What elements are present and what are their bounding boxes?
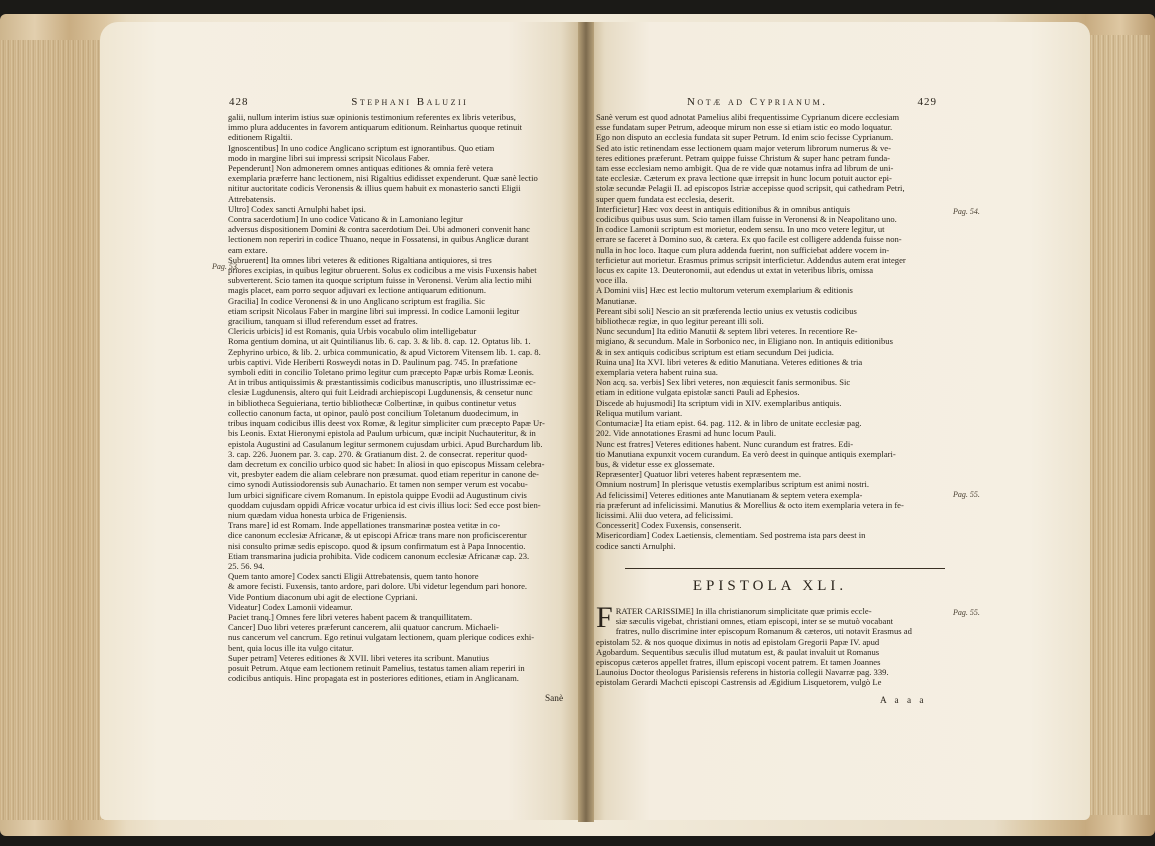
text-line: Concesserit] Codex Fuxensis, consenserit. <box>596 520 742 531</box>
left-catchword: Sanè <box>545 694 564 704</box>
text-line: Gracilia] In codice Veronensi & in uno Anglicano scriptum est fragilia. Sic <box>228 295 486 306</box>
text-line: Omnium nostrum] In plerisque vetustis exemplaribus scriptum est animi nostri. <box>596 479 870 490</box>
text-line: Ego non disputo an ecclesia fundata sit super Petrum. Id enim scio fecisse Cyprianum. <box>596 132 894 143</box>
text-line: & amore fecisti. Fuxensis, tanto ardore, pari dolore. Ubi videtur legendum pari honore. <box>228 581 528 592</box>
text-line: Ultro] Codex sancti Arnulphi habet ipsi. <box>228 203 366 214</box>
text-line: Attrebatensis. <box>228 193 276 204</box>
text-line: subverterent. Scio tamen ita quoque scriptum fuisse in Veronensi. Verùm alia lectio mihi <box>228 275 532 286</box>
text-line: codicibus quibus usus sum. Scio tamen illam fuisse in Veronensi & in Neapolitano uno. <box>596 214 897 225</box>
text-line: Interficietur] Hæc vox deest in antiquis editionibus & in omnibus antiquis <box>596 203 850 214</box>
text-line: RATER CARISSIME] In illa christianorum simplicitate quæ primis eccle- <box>615 606 872 616</box>
text-line: magis placet, eam porro sequor adjuvari ex lectione antiquarum editionum. <box>228 285 486 296</box>
text-line: galii, nullum interim istius suæ opinionis testimonium referentes ex libris veteribus, <box>228 112 516 122</box>
text-line: bent, quia locus ille ita vulgo citatur. <box>228 642 354 653</box>
text-line: episcopus cæteros appellet fratres, illum episcopi vocent patrem. Et tamen Joannes <box>596 657 881 668</box>
text-line: Discede ab hujusmodi] Ita scriptum vidi in XIV. exemplaribus antiquis. <box>596 397 842 408</box>
text-line: editionem Rigaltii. <box>228 132 293 143</box>
text-line: Subruerent] Ita omnes libri veteres & editiones Rigaltiana antiquiores, si tres <box>228 254 492 265</box>
text-line: dam decretum ex concilio urbico quod sic habet: In aliosi in quo episcopus Missam celebra- <box>228 458 545 469</box>
text-line: Ignoscentibus] In uno codice Anglicano scriptum est ignorantibus. Quo etiam <box>228 142 495 153</box>
text-line: etiam scripsit Nicolaus Faber in margine libri sui impressi. In codice Lamonii legitur <box>228 305 520 316</box>
text-line: Videatur] Codex Lamonii videamur. <box>228 601 353 612</box>
right-running-title: Notæ ad Cyprianum. <box>686 96 828 108</box>
text-line: fratres, nullo discrimine inter episcopum Romanum & cæteros, uti notavit Erasmus ad <box>615 626 912 637</box>
text-line: Quem tanto amore] Codex sancti Eligii Attrebatensis, quem tanto honore <box>228 571 479 582</box>
text-line: Roma gentium domina, ut ait Quintilianus lib. 6. cap. 3. & lib. 8. cap. 12. Optatus lib. 1. <box>228 336 531 347</box>
text-line: Repræsenter] Quatuor libri veteres habent repræsentem me. <box>596 469 801 480</box>
text-line: lum urbici significare civem Romanum. In epistola quippe Evodii ad Augustinum civis <box>228 489 527 500</box>
text-line: tio Manutiana expunxit vocem curandum. Ea verò deest in quinque antiquis exemplari- <box>596 448 896 459</box>
text-line: voce illa. <box>596 275 628 286</box>
text-line: exemplaria præferre hanc lectionem, nisi Rigaltius edidisset expenderunt. Quæ sanè lectio <box>228 173 538 184</box>
text-line: Contumaciæ] Ita etiam epist. 64. pag. 112. & in libro de unitate ecclesiæ pag. <box>596 418 862 429</box>
text-line: & in sex antiquis codicibus scriptum est etiam secundum Dei judicia. <box>596 346 834 357</box>
text-line: esse fundatam super Petrum, adeoque mirum non esse si etiam istic eo modo loquatur. <box>596 122 893 133</box>
text-line: clesiæ Lugdunensis, altero qui fuit Leidradi archiepiscopi Lugdunensis, & censetur nunc <box>228 387 533 398</box>
right-margin-note-1: Pag. 54. <box>953 207 980 216</box>
text-line: Agobardum. Sequentibus sæculis illud mutatum est, & paulat invaluit ut Romanus <box>596 646 880 657</box>
text-line: dice canonum ecclesiæ Africanæ, & ut episcopi Africæ trans mare non proficiscerentur <box>228 530 527 541</box>
text-line: Contra sacerdotium] In uno codice Vaticano & in Lamoniano legitur <box>228 214 463 225</box>
right-margin-note-3: Pag. 55. <box>953 608 980 617</box>
text-line: Trans mare] id est Romam. Inde appellationes transmarinæ postea vetitæ in co- <box>228 520 501 531</box>
right-margin-note-2: Pag. 55. <box>953 490 980 499</box>
signature-mark: A a a a <box>880 696 927 706</box>
text-line: symboli editi in concilio Toletano primo legitur cum præcepto Papæ urbis Romæ Leonis. <box>228 367 534 378</box>
text-line: nus cancerum vel cancrum. Ego retinui vulgatam lectionem, quam plerique codices exhi- <box>228 632 535 643</box>
text-line: nititur auctoritate codicis Veronensis & illius quem habuit ex monasterio sancti Eligii <box>228 183 521 194</box>
right-page-number: 429 <box>917 96 937 108</box>
text-line: ria præferunt ad infelicissimi. Manutius & Morellius & octo item exemplaria vetera in fe- <box>596 499 904 510</box>
text-line: locus ex capite 13. Deuteronomii, aut edendus ut extat in veteribus libris, omissa <box>596 265 874 276</box>
text-line: Reliqua mutilum variant. <box>596 407 683 418</box>
text-line: tate ecclesiæ. Cæterum ex prava lectione quæ irrepsit in hunc locum potuit auctor epi- <box>596 173 892 184</box>
text-line: teres editiones præferunt. Petram quippe fuisse Christum & super hanc petram funda- <box>596 152 891 163</box>
text-line: Manutianæ. <box>596 295 637 306</box>
text-line: nulla in hoc loco. Itaque cum plura addenda fuerint, non sufficiebat addere vocem in- <box>596 244 890 255</box>
page-edges-left <box>0 40 105 820</box>
section-rule <box>625 568 945 569</box>
text-line: epistolam 52. & nos quoque diximus in notis ad epistolam Gregorii Papæ IV. apud <box>596 636 880 647</box>
text-line: in bibliotheca Seguieriana, tertio bibliothecæ Colbertinæ, in quibus continetur vetus <box>228 397 517 408</box>
drop-cap: F <box>596 601 613 634</box>
text-line: modo in margine libri sui impressi scripsit Nicolaus Faber. <box>228 152 430 163</box>
text-line: nisi consulto primæ sedis episcopo. quod & ipsum confirmatum est à Papa Innocentio. <box>228 540 526 551</box>
text-line: Ruina una] Ita XVI. libri veteres & editio Manutiana. Veteres editiones & tria <box>596 356 863 367</box>
left-page-number: 428 <box>229 96 249 108</box>
text-line: 3. cap. 226. Juonem par. 3. cap. 270. & Gratianum dist. 2. de consecrat. reperitur quod- <box>228 448 528 459</box>
text-line: gracilium, tanquam si illud referendum esset ad fratres. <box>228 316 418 327</box>
text-line: A Domini viis] Hæc est lectio multorum veterum exemplarium & editionis <box>596 285 853 296</box>
text-line: Clericis urbicis] id est Romanis, quia Urbis vocabulo olim intelligebatur <box>228 326 477 337</box>
right-running-head <box>597 96 937 108</box>
text-line: eam extare. <box>228 244 268 255</box>
text-line: bis Leonis. Extat Hieronymi epistola ad Paulum urbicum, quæ incipit Nuchauteritur, & in <box>228 428 536 439</box>
text-line: vit, presbyter eadem die aliam celebrare non præsumat. quod etiam reperitur in canone de- <box>228 469 539 480</box>
book-gutter <box>578 22 594 822</box>
text-line: quoddam cujusdam oppidi Africæ vocatur urbica id est civis illius loci: Sed ecce post bien- <box>228 499 541 510</box>
epistle-body-lines <box>596 601 941 688</box>
text-line: bus, & videtur esse ex glossemate. <box>596 458 715 469</box>
text-line: lectionem non reperiri in codice Thuano, neque in Fossatensi, in quibus Anglicæ durant <box>228 234 529 245</box>
text-line: Sed ato istic retinendam esse lectionem quam major veterum librorum numerus & ve- <box>596 142 891 153</box>
text-line: urbis captivi. Vide Heriberti Rosweydi notas in D. Paulinum pag. 745. In præfatione <box>228 356 518 367</box>
text-line: stolæ secundæ Pelagii II. ad episcopos Istriæ accepisse quod scripsit, qui cathedram Petri, <box>596 183 905 194</box>
text-line: 202. Vide annotationes Erasmi ad hunc locum Pauli. <box>596 428 776 439</box>
text-line: Pereant sibi soli] Nescio an sit præferenda lectio unius ex vetustis codicibus <box>596 305 857 316</box>
left-margin-note: Pag. 53. <box>212 262 239 271</box>
left-running-head <box>229 96 571 108</box>
epistle-body <box>596 601 941 688</box>
text-line: Sanè verum est quod adnotat Pamelius alibi frequentissime Cyprianum dicere ecclesiam <box>596 112 900 122</box>
text-line: cimo synodi Autissiodorensis sub Aunachario. Et tamen non semper verum est vocabu- <box>228 479 528 490</box>
left-running-title: Stephani Baluzii <box>351 96 469 108</box>
right-page-text <box>596 112 941 551</box>
text-line: tam esse ecclesiam nemo ambigit. Qua de re vide quæ notamus infra ad librum de uni- <box>596 163 894 174</box>
text-line: Vide Pontium diaconum ubi agit de electione Cypriani. <box>228 591 418 602</box>
text-line: In codice Lamonii scriptum est morietur, eodem sensu. In uno mco vetere legitur, ut <box>596 224 885 235</box>
text-line: migiano, & secundum. Male in Sorbonico nec, in Eligiano non. In antiquis editionibus <box>596 336 893 347</box>
text-line: priores excipias, in quibus legitur obruerent. Solus ex codicibus a me visis Fuxensis habet <box>228 265 537 276</box>
text-line: Launoius Doctor theologus Parisiensis referens in historia collegii Navarræ pag. 339. <box>596 667 889 678</box>
text-line: Etiam transmarina judicia prohibita. Vide codicem canonum ecclesiæ Africanæ cap. 23. <box>228 550 530 561</box>
text-line: Misericordiam] Codex Laetiensis, clementiam. Sed postrema ista pars deest in <box>596 530 866 541</box>
text-line: errare se faceret à Domino suo, & cætera. Ex quo facile est colligere addenda fuisse non- <box>596 234 902 245</box>
text-line: immo plura adducentes in favorem antiquarum editionum. Reinhartus quoque retinuit <box>228 122 523 133</box>
page-edges-right <box>1080 35 1150 815</box>
text-line: epistolam Gerardi Machcti episcopi Castrensis ad Ægidium Lisquetorem, vulgò Le <box>596 677 882 688</box>
text-line: Ad felicissimi] Veteres editiones ante Manutianam & septem vetera exempla- <box>596 489 863 500</box>
text-line: Paciet tranq.] Omnes fere libri veteres habent pacem & tranquillitatem. <box>228 611 473 622</box>
left-page-text <box>228 112 570 683</box>
text-line: siæ sæculis vigebat, christiani omnes, etiam episcopi, inter se se mutuò vocabant <box>615 616 894 627</box>
text-line: Pependerunt] Non admonerem omnes antiquas editiones & omnia ferè vetera <box>228 163 494 174</box>
text-line: licissimi. Alii duo vetera, ad felicissimi. <box>596 509 734 520</box>
text-line: Cancer] Duo libri veteres præferunt cancerem, alii quatuor cancrum. Michaeli- <box>228 622 499 633</box>
text-line: Nunc est fratres] Veteres editiones habent. Nunc curandum est fratres. Edi- <box>596 438 854 449</box>
text-line: tribus inquam codicibus illis deest vox Romæ, & legitur simpliciter cum præcepto Papæ Ur- <box>228 418 545 429</box>
text-line: bibliothecæ regiæ, in quo legitur pereant illi soli. <box>596 316 764 327</box>
epistle-title: EPISTOLA XLI. <box>692 578 848 594</box>
text-line: epistola Augustini ad Casulanum legitur sermonem cujusdam urbici. Apud Burchardum lib. <box>228 438 543 449</box>
text-line: Nunc secundum] Ita editio Manutii & septem libri veteres. In recentiore Re- <box>596 326 858 337</box>
text-line: super quem fundata est ecclesia, deserit. <box>596 193 735 204</box>
text-line: codicibus antiquis. Hinc propagata est in posteriores editiones, etiam in Anglicanam. <box>228 673 519 684</box>
text-line: codice sancti Arnulphi. <box>596 540 676 551</box>
text-line: posuit Petrum. Atque eam lectionem retinuit Pamelius, testatus tamen aliam reperiri in <box>228 662 525 673</box>
text-line: At in tribus antiquissimis & præstantissimis codicibus manuscriptis, uno illustrissimæ ec- <box>228 377 536 388</box>
text-line: terficietur aut morietur. Erasmus primus scripsit interficietur. Addendus autem erat integer <box>596 254 906 265</box>
text-line: nium quædam vidua honesta urbica de Frigeniensis. <box>228 509 407 520</box>
text-line: exemplaria vetera habent ruina sua. <box>596 367 718 378</box>
text-line: Super petram] Veteres editiones & XVII. libri veteres ita scribunt. Manutius <box>228 652 489 663</box>
text-line: Non acq. sa. verbis] Sex libri veteres, non æquiescit fanis sermonibus. Sic <box>596 377 851 388</box>
text-line: 25. 56. 94. <box>228 560 265 571</box>
text-line: Zephyrino urbico, & lib. 2. urbica communicatio, & apud Victorem Vitensem lib. 1. cap. 8. <box>228 346 541 357</box>
text-line: etiam in editione vulgata epistolæ sancti Pauli ad Ephesios. <box>596 387 800 398</box>
text-line: collectio canonum facta, ut opinor, paulò post concilium Toletanum duodecimum, in <box>228 407 519 418</box>
text-line: adversus dispositionem Domini & contra sacerdotium Dei. Ubi admoneri convenit hanc <box>228 224 530 235</box>
